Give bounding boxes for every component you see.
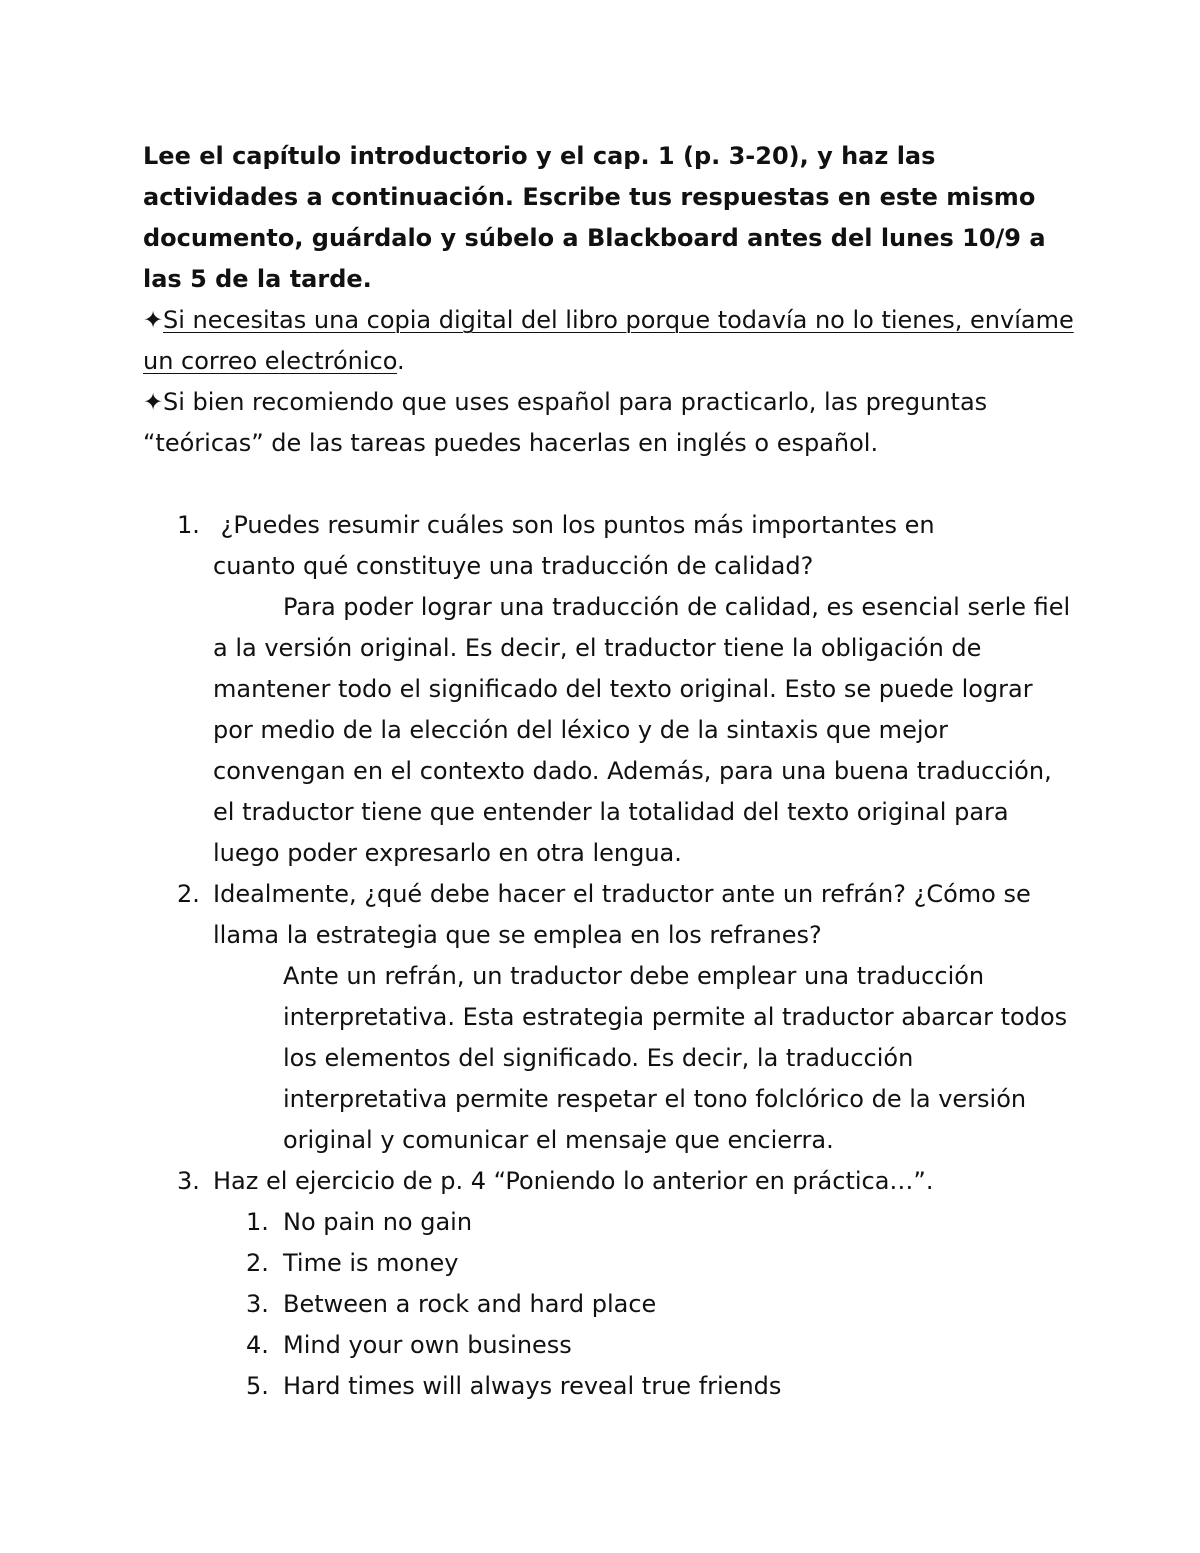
instructions-line: Lee el capítulo introductorio y el cap. 1 (p. 3-20), y haz las: [143, 142, 936, 170]
list-item-number: 2.: [246, 1249, 269, 1277]
answer-line: convengan en el contexto dado. Además, para una buena traducción,: [213, 757, 1052, 785]
note-line: [143, 382, 1063, 423]
answer-line: mantener todo el significado del texto original. Esto se puede lograr: [213, 675, 1033, 703]
question-number: 1.: [177, 511, 200, 539]
answer-line: luego poder expresarlo en otra lengua.: [213, 839, 682, 867]
note-line: [143, 300, 1074, 341]
answer-line: original y comunicar el mensaje que encierra.: [283, 1126, 834, 1154]
email-link-text[interactable]: un correo electrónico: [143, 347, 397, 375]
answer-line: interpretativa. Esta estrategia permite al traductor abarcar todos: [283, 1003, 1068, 1031]
instructions-line: documento, guárdalo y súbelo a Blackboard antes del lunes 10/9 a: [143, 224, 1046, 252]
answer-line: el traductor tiene que entender la totalidad del texto original para: [213, 798, 1009, 826]
note-line: [143, 341, 1063, 382]
answer-paragraph: [213, 956, 1068, 1161]
question-text: Idealmente, ¿qué debe hacer el traductor ante un refrán? ¿Cómo se: [213, 880, 1031, 908]
list-item-text: Hard times will always reveal true friends: [283, 1372, 782, 1400]
note-copy-request: [143, 300, 1074, 382]
note-punctuation: .: [396, 347, 405, 375]
document-body: [143, 136, 1074, 1407]
answer-paragraph: [213, 587, 1071, 874]
question-text: cuanto qué constituye una traducción de calidad?: [213, 552, 814, 580]
list-item-text: Between a rock and hard place: [283, 1290, 657, 1318]
answer-line: por medio de la elección del léxico y de la sintaxis que mejor: [213, 716, 949, 744]
list-item-number: 3.: [246, 1290, 269, 1318]
list-item-number: 5.: [246, 1372, 269, 1400]
list-item-text: No pain no gain: [283, 1208, 473, 1236]
answer-line: los elementos del significado. Es decir, la traducción: [283, 1044, 914, 1072]
instructions-line: actividades a continuación. Escribe tus respuestas en este mismo: [143, 183, 1036, 211]
instructions-line: las 5 de la tarde.: [143, 265, 372, 293]
question-text: ¿Puedes resumir cuáles son los puntos más importantes en: [213, 511, 935, 539]
answer-line: a la versión original. Es decir, el traductor tiene la obligación de: [213, 634, 982, 662]
question-item: [143, 1161, 1063, 1407]
answer-line: Ante un refrán, un traductor debe emplear una traducción: [283, 962, 985, 990]
note-language: [143, 382, 1063, 464]
proverb-list: [213, 1202, 1063, 1407]
list-item-number: 1.: [246, 1208, 269, 1236]
question-number: 2.: [177, 880, 200, 908]
blank-line: [143, 464, 1063, 505]
question-text: Haz el ejercicio de p. 4 “Poniendo lo anterior en práctica…”.: [213, 1167, 934, 1195]
star-bullet-icon: ✦: [143, 306, 164, 334]
list-item: [246, 1243, 1063, 1284]
instructions-paragraph: [143, 136, 1063, 300]
note-underlined-text: Si necesitas una copia digital del libro porque todavía no lo tienes, envíame: [163, 306, 1074, 334]
question-text: llama la estrategia que se emplea en los refranes?: [213, 921, 822, 949]
list-item: [246, 1366, 1063, 1407]
question-number: 3.: [177, 1167, 200, 1195]
note-line: “teóricas” de las tareas puedes hacerlas en inglés o español.: [143, 429, 879, 457]
list-item-text: Mind your own business: [283, 1331, 572, 1359]
answer-line: Para poder lograr una traducción de calidad, es esencial serle fiel: [283, 593, 1071, 621]
star-bullet-icon: ✦: [143, 388, 164, 416]
list-item-text: Time is money: [283, 1249, 459, 1277]
question-item: [143, 505, 1071, 874]
list-item: [246, 1202, 1063, 1243]
answer-line: interpretativa permite respetar el tono folclórico de la versión: [283, 1085, 1027, 1113]
note-text: Si bien recomiendo que uses español para practicarlo, las preguntas: [163, 388, 988, 416]
list-item-number: 4.: [246, 1331, 269, 1359]
list-item: [246, 1284, 1063, 1325]
question-item: [143, 874, 1068, 1161]
list-item: [246, 1325, 1063, 1366]
